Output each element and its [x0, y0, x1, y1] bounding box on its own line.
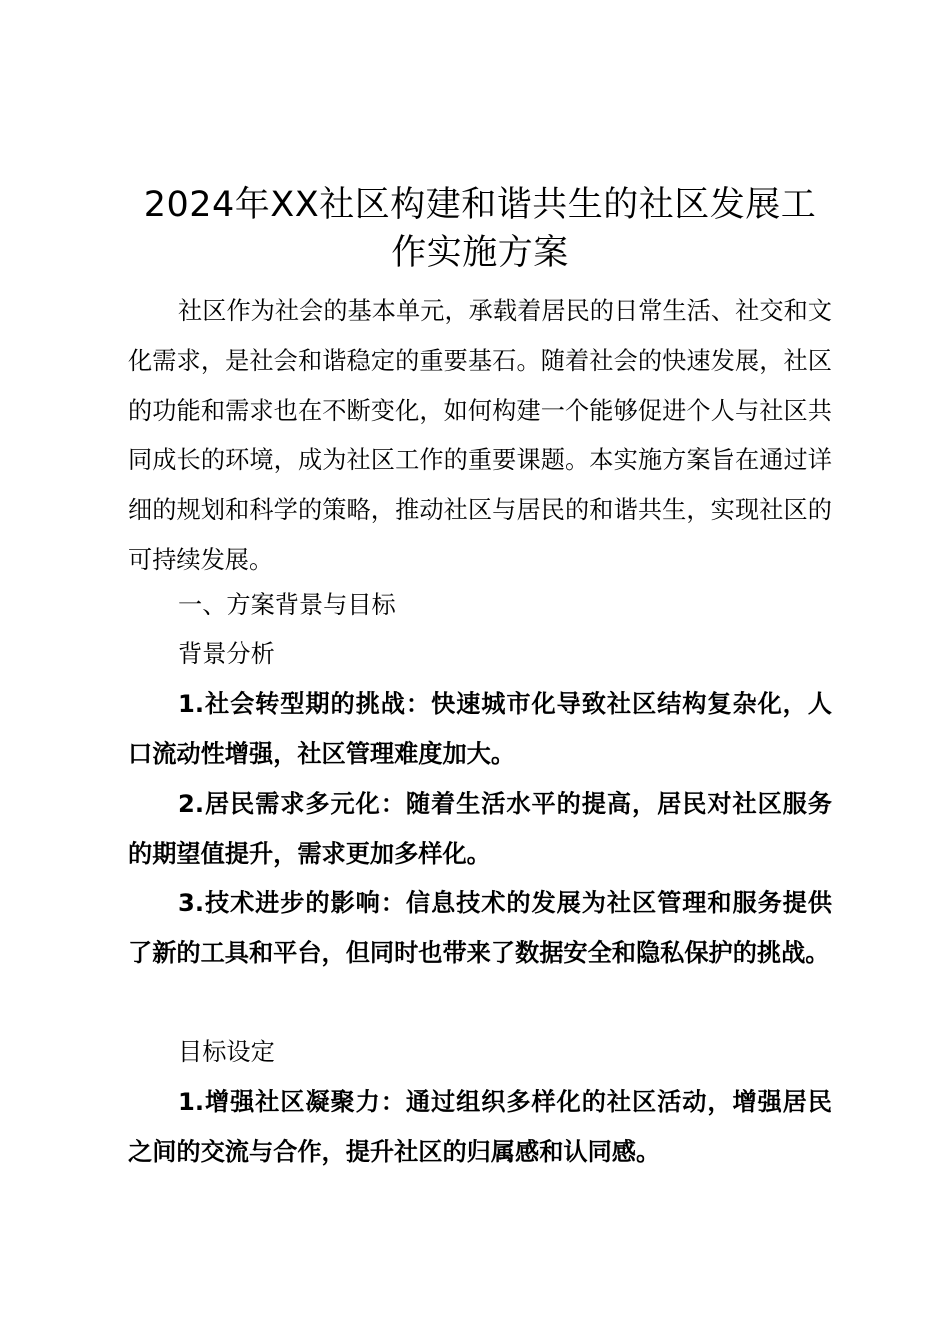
- goal-item-1: 1.增强社区凝聚力：通过组织多样化的社区活动，增强居民之间的交流与合作，提升社区的归属感和认同感。: [128, 1088, 832, 1166]
- section-heading-background-and-goals: 一、方案背景与目标: [178, 591, 396, 619]
- background-item-3: 3.技术进步的影响：信息技术的发展为社区管理和服务提供了新的工具和平台，但同时也带来了数据安全和隐私保护的挑战。: [128, 889, 832, 967]
- background-item-1: 1.社会转型期的挑战：快速城市化导致社区结构复杂化，人口流动性增强，社区管理难度加大。: [128, 690, 832, 768]
- intro-paragraph: 社区作为社会的基本单元，承载着居民的日常生活、社交和文化需求，是社会和谐稳定的重要基石。随着社会的快速发展，社区的功能和需求也在不断变化，如何构建一个能够促进个人与社区共同成长的环境，成为社区工作的重要课题。本实施方案旨在通过详细的规划和科学的策略，推动社区与居民的和谐共生，实现社区的可持续发展。: [128, 297, 832, 574]
- subheading-background-analysis: 背景分析: [178, 640, 275, 668]
- document-title: 2024年XX社区构建和谐共生的社区发展工作实施方案: [143, 185, 817, 273]
- subheading-goal-setting: 目标设定: [178, 1038, 275, 1066]
- background-item-2: 2.居民需求多元化：随着生活水平的提高，居民对社区服务的期望值提升，需求更加多样化。: [128, 790, 832, 868]
